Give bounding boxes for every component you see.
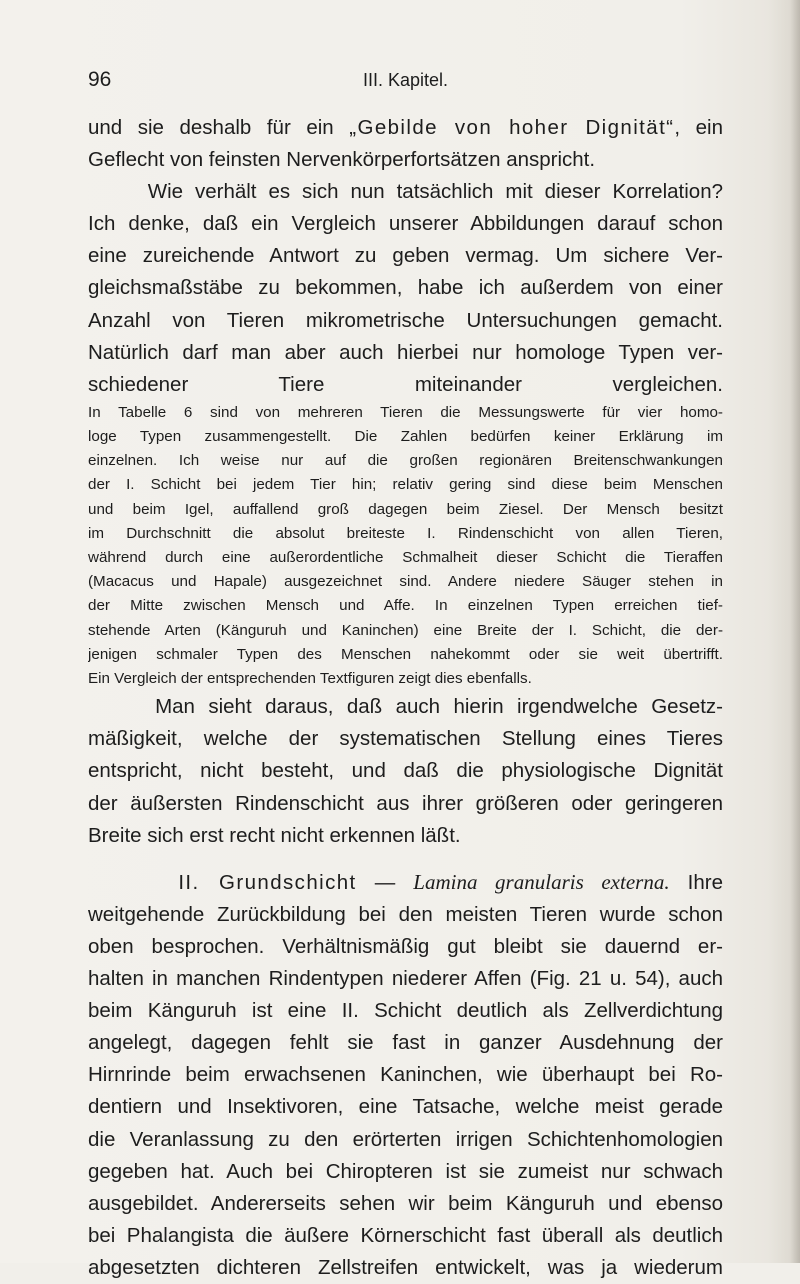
text-line: halten in manchen Rindentypen niederer Affen (Fig. 21 u. 54), auch [88,967,723,991]
text-line: gleichsmaßstäbe zu bekommen, habe ich außerdem von einer [88,276,723,300]
text-line: Anzahl von Tieren mikrometrische Untersuchungen gemacht. [88,308,723,332]
text-line: ausgebildet. Andererseits sehen wir beim Känguruh und ebenso [88,1191,723,1215]
small-print-paragraph [88,401,723,691]
text-line: Geflecht von feinsten Nervenkörperfortsätzen anspricht. [88,148,596,172]
running-head: III. Kapitel. [362,70,449,90]
text-line: mäßigkeit, welche der systematischen Stellung eines Tieres [88,727,723,751]
spaced-quote: „Gebilde von hoher Dignität“ [349,116,675,139]
text-line: II. Grundschicht — Lamina granularis externa. Ihre [178,869,723,894]
text-line: In Tabelle 6 sind von mehreren Tieren die Messungswerte für vier homo- [88,403,723,421]
text-line: eine zureichende Antwort zu geben vermag. Um sichere Ver- [88,244,723,268]
paragraph-2 [88,176,723,401]
text-line: Ein Vergleich der entsprechenden Textfiguren zeigt dies ebenfalls. [88,670,532,688]
text-line: Ich denke, daß ein Vergleich unserer Abbildungen darauf schon [88,212,723,236]
text-line: Breite sich erst recht nicht erkennen läßt. [88,823,461,847]
text-line: bei Phalangista die äußere Körnerschicht fast überall als deutlich [88,1223,723,1247]
text-line: und sie deshalb für ein „Gebilde von hoher Dignität“, ein [88,116,723,139]
text-block [88,112,723,1284]
text-line: gegeben hat. Auch bei Chiropteren ist sie zumeist nur schwach [88,1159,723,1183]
text-line: jenigen schmaler Typen des Menschen nahekommt oder sie weit übertrifft. [88,645,723,663]
text-line: Man sieht daraus, daß auch hierin irgendwelche Gesetz- [88,695,723,719]
text-line: der äußersten Rindenschicht aus ihrer größeren oder geringeren [88,791,723,815]
paragraph-1 [88,112,723,176]
text-line: der I. Schicht bei jedem Tier hin; relativ gering sind diese beim Menschen [88,476,723,494]
text-line: der Mitte zwischen Mensch und Affe. In einzelnen Typen erreichen tief- [88,597,723,615]
section-heading: II. Grundschicht [178,870,357,894]
text-line: die Veranlassung zu den erörterten irrigen Schichtenhomologien [88,1127,723,1151]
section-ii [88,866,723,1284]
text-line: abgesetzten dichteren Zellstreifen entwickelt, was ja wiederum [88,1255,723,1279]
text-line: entspricht, nicht besteht, und daß die physiologische Dignität [88,759,723,783]
text-line: weitgehende Zurückbildung bei den meisten Tieren wurde schon [88,902,723,926]
text-line: angelegt, dagegen fehlt sie fast in ganzer Ausdehnung der [88,1031,723,1055]
latin-term: Lamina granularis externa. [413,869,670,894]
page-header [88,68,723,98]
text-line: (Macacus und Hapale) ausgezeichnet sind. Andere niedere Säuger stehen in [88,573,723,591]
section-gap [88,852,723,866]
text-line: während durch eine außerordentliche Schmalheit dieser Schicht die Tieraffen [88,549,723,567]
text-line: Hirnrinde beim erwachsenen Kaninchen, wie überhaupt bei Ro- [88,1063,723,1087]
text-line: dentiern und Insektivoren, eine Tatsache, welche meist gerade [88,1095,723,1119]
text-line: beim Känguruh ist eine II. Schicht deutlich als Zellverdichtung [88,999,723,1023]
text-line: schiedener Tiere miteinander vergleichen. [88,372,723,396]
text-line: und beim Igel, auffallend groß dagegen beim Ziesel. Der Mensch besitzt [88,500,723,518]
text-line: oben besprochen. Verhältnismäßig gut bleibt sie dauernd er- [88,934,723,958]
paragraph-3 [88,691,723,851]
text-line: einzelnen. Ich weise nur auf die großen regionären Breitenschwankungen [88,452,723,470]
text-line: Wie verhält es sich nun tatsächlich mit dieser Korrelation? [88,180,723,204]
page-edge-shadow [790,0,800,1263]
text-line: im Durchschnitt die absolut breiteste I. Rindenschicht von allen Tieren, [88,524,723,542]
text-line: loge Typen zusammengestellt. Die Zahlen bedürfen keiner Erklärung im [88,428,723,446]
text-line: stehende Arten (Känguruh und Kaninchen) eine Breite der I. Schicht, die der- [88,621,723,639]
page-number: 96 [88,68,112,91]
text-line: Natürlich darf man aber auch hierbei nur homologe Typen ver- [88,340,723,364]
